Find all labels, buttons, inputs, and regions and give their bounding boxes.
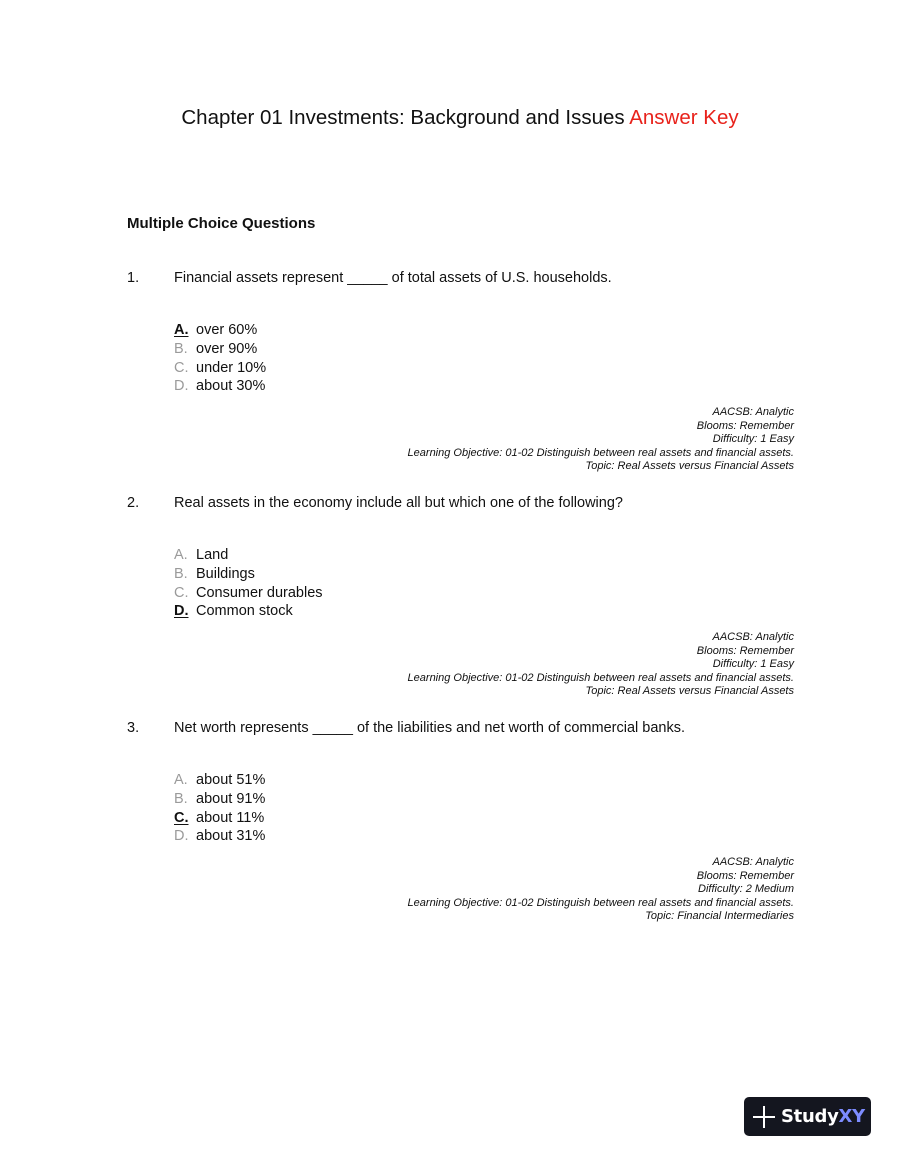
option-letter: B. bbox=[174, 565, 188, 582]
question-number: 2. bbox=[127, 495, 140, 511]
logo-text-main: Study bbox=[781, 1106, 839, 1127]
question-number: 1. bbox=[127, 270, 140, 286]
meta-blooms: Blooms: Remember bbox=[696, 644, 794, 657]
section-heading: Multiple Choice Questions bbox=[127, 215, 316, 232]
option-letter-correct: A. bbox=[174, 322, 189, 338]
option-text: about 30% bbox=[196, 378, 266, 395]
logo-text bbox=[781, 1106, 865, 1127]
option-text: Common stock bbox=[196, 603, 293, 620]
option-letter-correct: D. bbox=[174, 603, 189, 620]
option-letter: B. bbox=[174, 340, 188, 357]
options-list bbox=[174, 546, 323, 621]
option-letter-correct: C. bbox=[174, 809, 189, 826]
option-letter: A. bbox=[174, 772, 188, 788]
meta-difficulty: Difficulty: 1 Easy bbox=[712, 433, 794, 446]
options-list bbox=[174, 771, 265, 846]
option-text: about 11% bbox=[196, 809, 265, 826]
option-d bbox=[174, 602, 323, 621]
meta-difficulty: Difficulty: 1 Easy bbox=[712, 658, 794, 671]
option-text: over 90% bbox=[196, 340, 258, 357]
option-a bbox=[174, 546, 323, 565]
logo-text-accent: XY bbox=[838, 1106, 865, 1127]
option-letter: A. bbox=[174, 547, 188, 563]
meta-learning-objective: Learning Objective: 01-02 Distinguish between real assets and financial assets. bbox=[407, 896, 794, 909]
option-a bbox=[174, 771, 265, 790]
question-number: 3. bbox=[127, 720, 140, 736]
page-title bbox=[0, 104, 900, 132]
meta-difficulty: Difficulty: 2 Medium bbox=[698, 883, 794, 896]
option-letter: C. bbox=[174, 584, 189, 601]
option-c bbox=[174, 809, 265, 828]
option-a bbox=[174, 321, 266, 340]
question-metadata bbox=[408, 856, 794, 924]
question-metadata bbox=[408, 631, 794, 699]
option-text: about 31% bbox=[196, 828, 266, 845]
question-text: Net worth represents _____ of the liabilities and net worth of commercial banks. bbox=[174, 720, 685, 736]
option-letter: D. bbox=[174, 828, 189, 845]
studyxy-logo[interactable] bbox=[744, 1097, 871, 1136]
question-metadata bbox=[408, 406, 794, 474]
option-b bbox=[174, 565, 323, 584]
option-c bbox=[174, 359, 266, 378]
meta-blooms: Blooms: Remember bbox=[696, 419, 794, 432]
option-text: under 10% bbox=[196, 359, 267, 376]
option-d bbox=[174, 827, 265, 846]
option-c bbox=[174, 584, 323, 603]
option-letter: D. bbox=[174, 378, 189, 395]
option-text: about 91% bbox=[196, 790, 266, 807]
option-b bbox=[174, 340, 266, 359]
question-text: Financial assets represent _____ of total assets of U.S. households. bbox=[174, 270, 612, 286]
option-letter: B. bbox=[174, 790, 188, 807]
meta-aacsb: AACSB: Analytic bbox=[712, 406, 794, 418]
option-b bbox=[174, 790, 265, 809]
option-text: Consumer durables bbox=[196, 584, 323, 601]
meta-learning-objective: Learning Objective: 01-02 Distinguish between real assets and financial assets. bbox=[407, 446, 794, 459]
page-title-answer-key: Answer Key bbox=[629, 106, 739, 129]
meta-learning-objective: Learning Objective: 01-02 Distinguish between real assets and financial assets. bbox=[407, 671, 794, 684]
meta-aacsb: AACSB: Analytic bbox=[712, 856, 794, 868]
option-text: about 51% bbox=[196, 772, 266, 788]
question-text: Real assets in the economy include all but which one of the following? bbox=[174, 495, 623, 511]
option-text: Land bbox=[196, 547, 229, 563]
meta-topic: Topic: Financial Intermediaries bbox=[645, 910, 794, 923]
meta-aacsb: AACSB: Analytic bbox=[712, 631, 794, 643]
meta-topic: Topic: Real Assets versus Financial Assets bbox=[585, 460, 794, 473]
plus-icon bbox=[753, 1106, 775, 1128]
option-letter: C. bbox=[174, 359, 189, 376]
option-text: Buildings bbox=[196, 565, 255, 582]
options-list bbox=[174, 321, 266, 396]
meta-blooms: Blooms: Remember bbox=[696, 869, 794, 882]
meta-topic: Topic: Real Assets versus Financial Assets bbox=[585, 685, 794, 698]
option-text: over 60% bbox=[196, 322, 258, 338]
page-title-main: Chapter 01 Investments: Background and Issues bbox=[181, 106, 625, 129]
option-d bbox=[174, 377, 266, 396]
